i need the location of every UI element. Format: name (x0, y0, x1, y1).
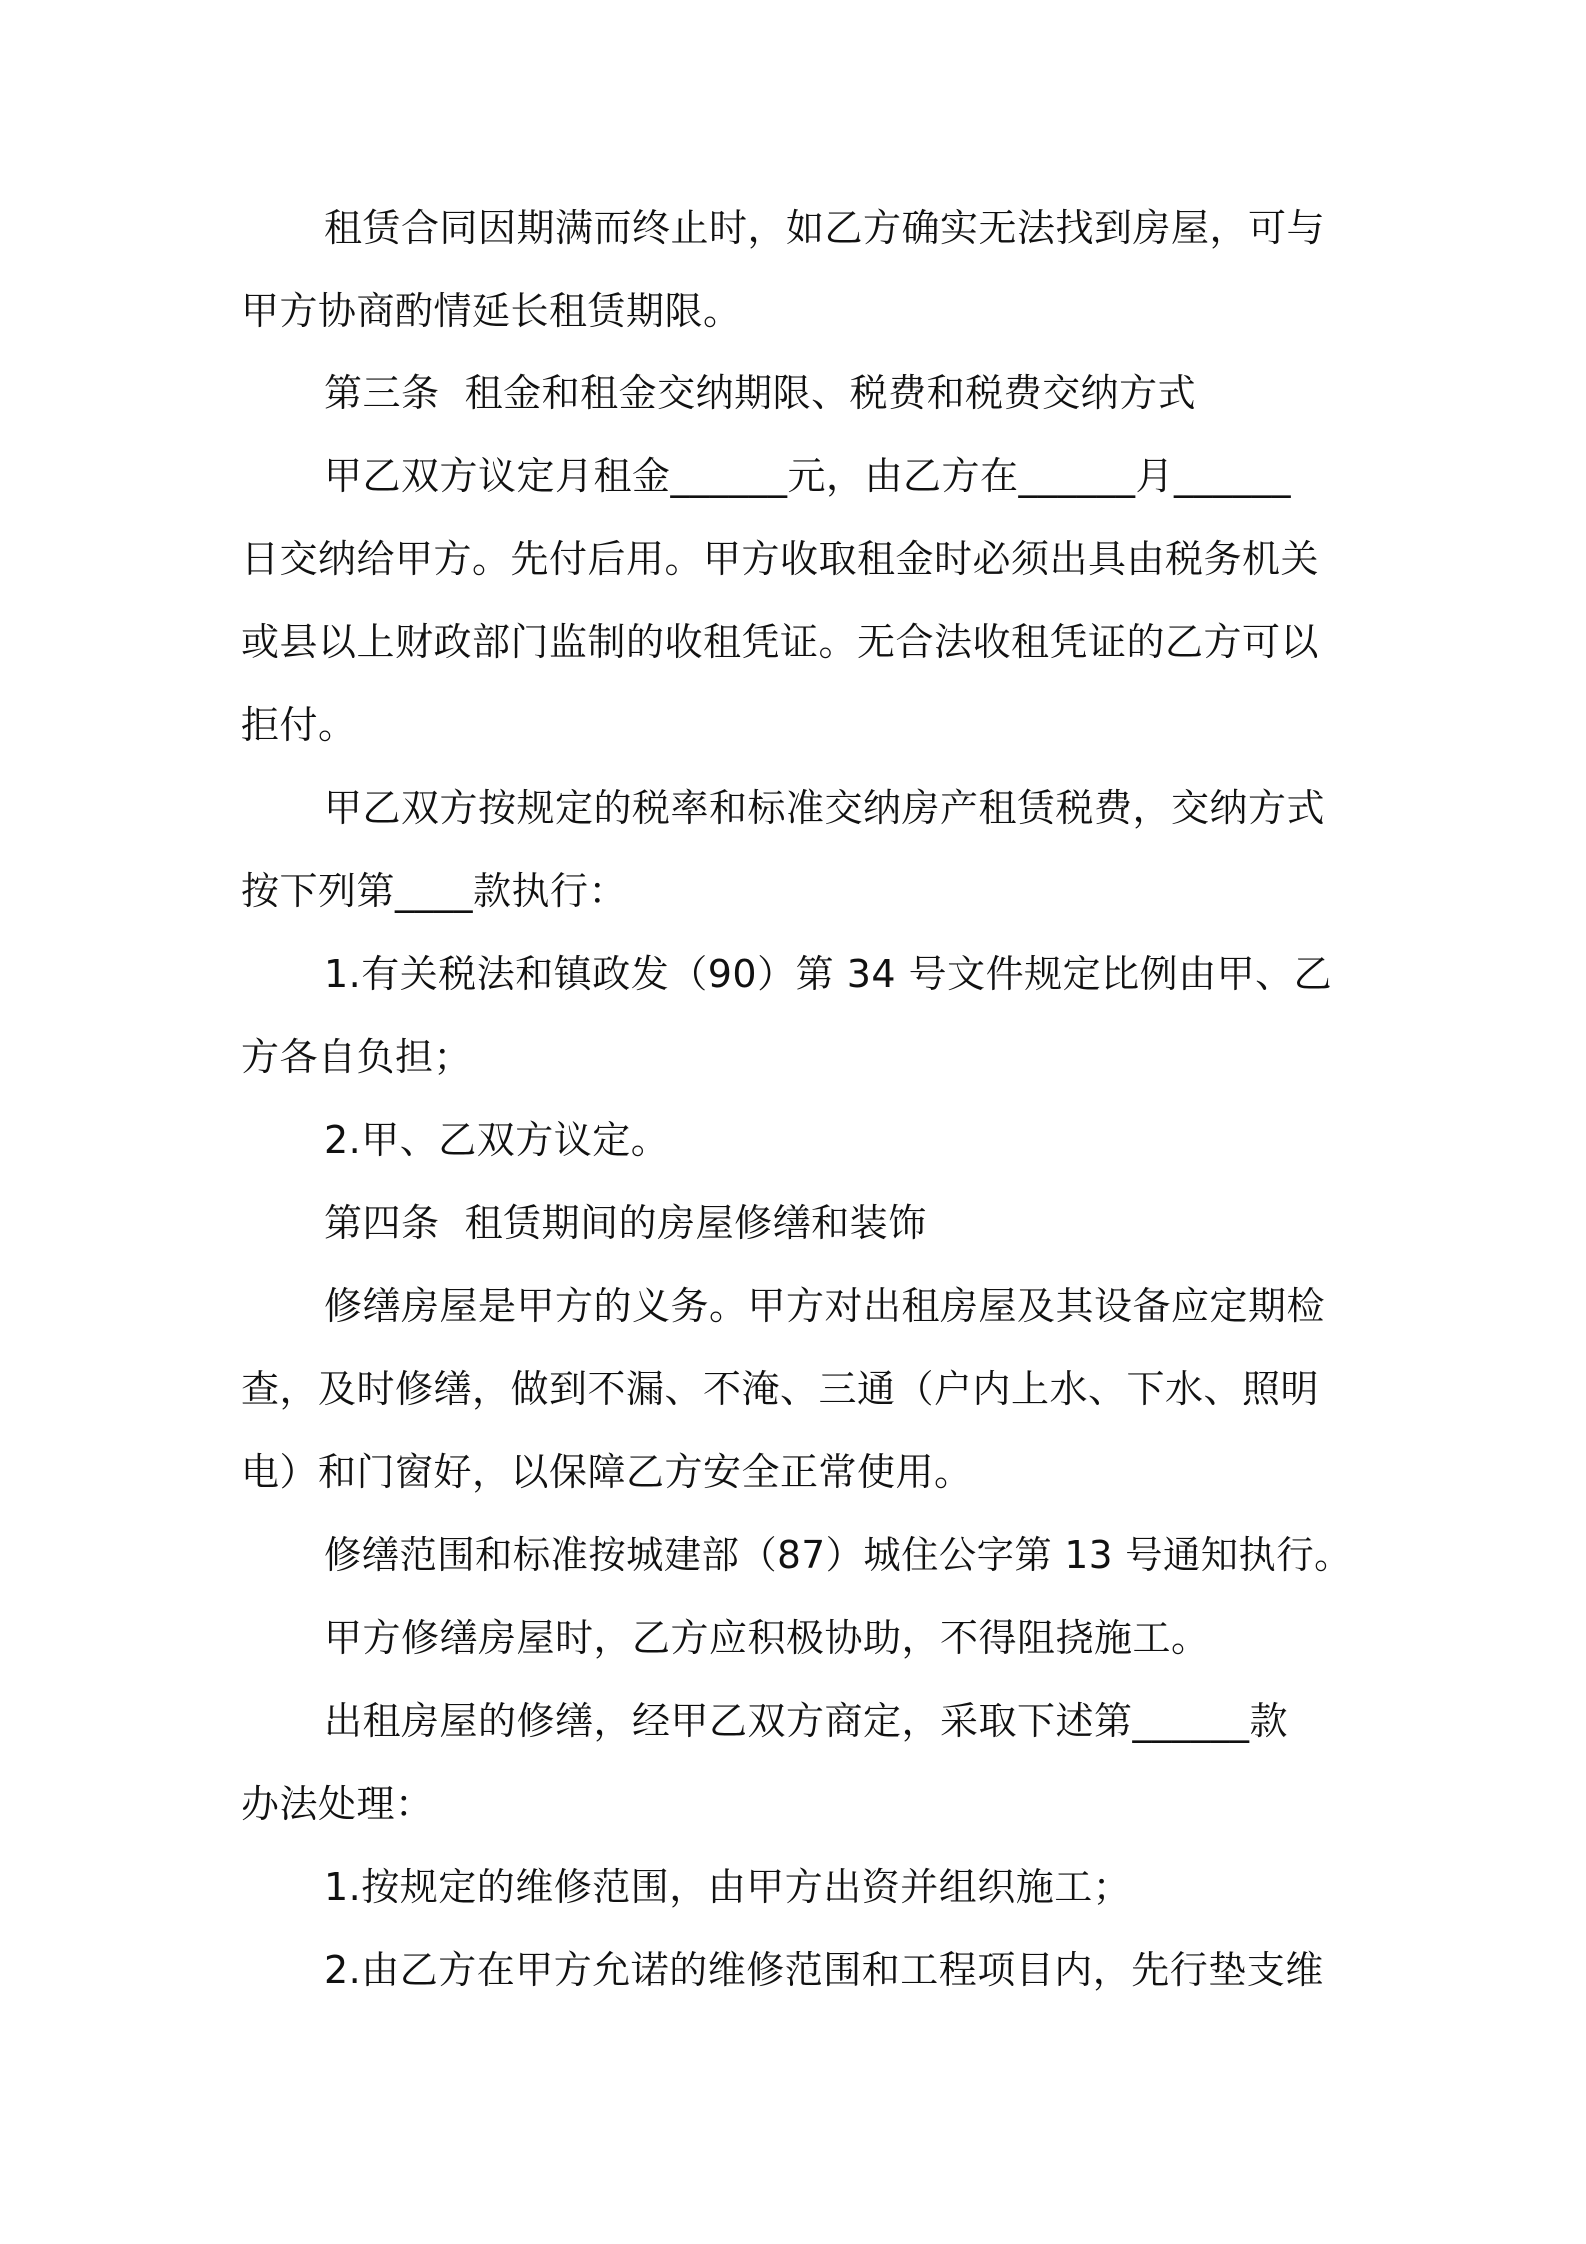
list-item: 1.有关税法和镇政发（90）第 34 号文件规定比例由甲、乙 (324, 952, 1333, 996)
article-heading: 第三条 租金和租金交纳期限、税费和税费交纳方式 (324, 371, 1197, 415)
list-item: 2.甲、乙双方议定。 (324, 1118, 670, 1162)
list-item-continuation: 方各自负担； (241, 1035, 473, 1079)
article-heading: 第四条 租赁期间的房屋修缮和装饰 (324, 1201, 927, 1245)
paragraph-line: 出租房屋的修缮，经甲乙双方商定，采取下述第______款 (324, 1699, 1289, 1743)
paragraph-line: 修缮房屋是甲方的义务。甲方对出租房屋及其设备应定期检 (324, 1284, 1326, 1328)
paragraph-line: 甲乙双方议定月租金______元，由乙方在______月______ (324, 454, 1292, 498)
list-item: 1.按规定的维修范围，由甲方出资并组织施工； (324, 1865, 1132, 1909)
paragraph-line: 查，及时修缮，做到不漏、不淹、三通（户内上水、下水、照明 (241, 1367, 1320, 1411)
paragraph-line: 电）和门窗好，以保障乙方安全正常使用。 (241, 1450, 973, 1494)
paragraph-line: 甲乙双方按规定的税率和标准交纳房产租赁税费，交纳方式 (324, 786, 1326, 830)
paragraph-line: 按下列第____款执行： (241, 869, 628, 913)
paragraph-line: 甲方协商酌情延长租赁期限。 (241, 289, 742, 333)
paragraph-line: 拒付。 (241, 703, 357, 747)
paragraph-line: 或县以上财政部门监制的收租凭证。无合法收租凭证的乙方可以 (241, 620, 1320, 664)
paragraph-line: 租赁合同因期满而终止时，如乙方确实无法找到房屋，可与 (324, 206, 1326, 250)
paragraph-line: 修缮范围和标准按城建部（87）城住公字第 13 号通知执行。 (324, 1533, 1352, 1577)
paragraph-line: 日交纳给甲方。先付后用。甲方收取租金时必须出具由税务机关 (241, 537, 1320, 581)
paragraph-line: 甲方修缮房屋时，乙方应积极协助，不得阻挠施工。 (324, 1616, 1210, 1660)
list-item: 2.由乙方在甲方允诺的维修范围和工程项目内，先行垫支维 (324, 1948, 1324, 1992)
paragraph-line: 办法处理： (241, 1782, 434, 1826)
